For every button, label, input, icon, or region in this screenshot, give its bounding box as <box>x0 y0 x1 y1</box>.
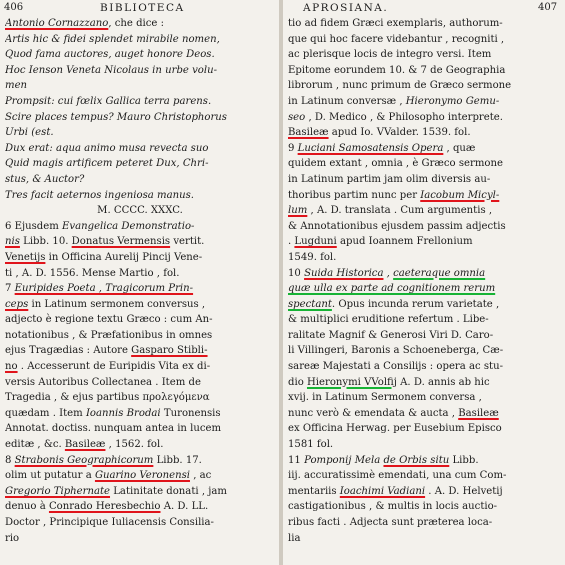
text-run: ribus facti . Adjecta sunt præterea loca- <box>288 517 493 528</box>
text-line <box>288 468 561 484</box>
text-run: Hieronymi VVolfij <box>306 376 397 388</box>
text-run: Antonio Cornazzano <box>5 18 109 29</box>
text-line <box>288 390 561 406</box>
right-page-header <box>283 0 565 16</box>
text-line <box>5 16 275 32</box>
text-run: ti , A. D. 1556. Mense Martio , fol. <box>5 267 180 279</box>
right-page <box>283 0 565 565</box>
text-run: Gregorio Tiphernate <box>5 485 111 497</box>
text-line <box>288 234 561 250</box>
text-line <box>5 297 275 313</box>
text-run: caeteraque omnia <box>393 267 486 279</box>
text-line <box>5 234 275 250</box>
text-run: Latinitate donati , jam <box>110 485 227 497</box>
text-line <box>288 125 561 141</box>
left-page-text <box>5 16 275 546</box>
text-line <box>288 281 561 297</box>
text-run: Pomponij Mela <box>304 454 384 466</box>
text-run: & multiplici eruditione refertum . Libe- <box>288 314 489 326</box>
text-run: Evangelica Demonstratio- <box>62 220 195 232</box>
text-line <box>288 63 561 79</box>
text-run: Tragedia , & ejus partibus προλεγόμενα <box>5 392 210 404</box>
text-run: castigationibus , & multis in locis auctio- <box>288 501 498 513</box>
text-run: Lugduni <box>294 236 337 248</box>
text-line <box>288 266 561 282</box>
text-run: vertit. <box>170 236 205 248</box>
text-line <box>288 47 561 63</box>
text-run: in Officina Aurelij Pincij Vene- <box>45 251 203 263</box>
text-run: in Latinum sermonem conversus , <box>28 298 206 310</box>
text-line <box>288 312 561 328</box>
text-run: 7 <box>5 283 15 295</box>
text-line <box>288 297 561 313</box>
text-run: ceps <box>5 298 29 310</box>
text-line <box>288 499 561 515</box>
text-line <box>5 94 275 110</box>
text-line <box>288 343 561 359</box>
text-run: Ioachimi Vadiani <box>339 485 426 497</box>
text-line <box>5 453 275 469</box>
text-line <box>5 406 275 422</box>
text-run: thoribus partim nunc per <box>288 189 421 201</box>
text-run: apud Ioannem Frellonium <box>336 236 473 248</box>
text-line <box>288 156 561 172</box>
text-line <box>5 437 275 453</box>
text-run: & Annotationibus ejusdem passim adjectis <box>288 220 506 232</box>
text-run: , A. D. translata . Cum argumentis , <box>307 205 493 217</box>
text-line <box>5 390 275 406</box>
text-run: Doctor , Principique Iuliacensis Consilia- <box>5 517 214 528</box>
text-line <box>5 468 275 484</box>
text-line <box>5 78 275 94</box>
text-run: Strabonis Geographicorum <box>14 454 154 466</box>
text-run: 1549. fol. <box>288 251 337 263</box>
text-line <box>5 343 275 359</box>
text-run: in Latinum conversæ , <box>288 95 406 107</box>
text-run: Annotat. doctiss. nunquam antea in lucem <box>5 423 222 435</box>
left-page-header <box>0 0 279 16</box>
text-line <box>5 484 275 500</box>
text-run: Urbi (est. <box>5 127 54 139</box>
text-line <box>288 406 561 422</box>
text-line <box>5 421 275 437</box>
text-run: Iacobum Micyl- <box>420 189 500 201</box>
text-run: . Opus incunda rerum varietate , <box>331 298 500 310</box>
text-line <box>5 32 275 48</box>
text-line <box>288 359 561 375</box>
text-run: , ac <box>189 470 212 482</box>
text-run: spectant <box>288 298 332 310</box>
text-run: xvij. in Latinum Sermonem conversa , <box>288 392 482 404</box>
text-run: Libb. <box>449 454 479 466</box>
text-line <box>5 312 275 328</box>
text-line <box>5 47 275 63</box>
text-run: Venetijs <box>5 251 46 263</box>
text-run: notationibus , & Præfationibus in omnes <box>5 329 213 341</box>
page-number: 407 <box>538 2 558 13</box>
text-line <box>288 531 561 547</box>
text-run: , 1562. fol. <box>105 439 164 451</box>
text-line <box>288 453 561 469</box>
text-line <box>5 531 275 547</box>
text-line <box>288 421 561 437</box>
text-run: . <box>288 236 295 248</box>
text-run: M. CCCC. XXXC. <box>97 205 183 217</box>
text-run: iij. accuratissimè emendati, una cum Com- <box>288 470 507 482</box>
text-run: tio ad fidem Græci exemplaris, authorum- <box>288 18 503 29</box>
text-run: A. D. LL. <box>160 501 209 513</box>
text-run: ejus Tragædias : Autore <box>5 345 132 357</box>
text-run: seo <box>288 111 306 123</box>
text-run: quidem extant , omnia , è Græco sermone <box>288 158 503 170</box>
text-line <box>5 156 275 172</box>
text-run: , <box>383 267 394 279</box>
text-run: stus, & Auctor? <box>5 173 85 185</box>
text-run: nis <box>5 236 20 248</box>
running-title: BIBLIOTECA <box>100 2 185 14</box>
text-line <box>288 141 561 157</box>
text-line <box>5 203 275 219</box>
text-line <box>5 499 275 515</box>
text-run: Ioannis Brodai <box>85 407 161 419</box>
text-run: Quod fama auctores, auget honore Deos. <box>5 49 215 61</box>
text-run: Donatus Vermensis <box>71 236 171 248</box>
text-run: . Accesserunt de Euripidis Vita ex di- <box>17 361 211 373</box>
text-run: librorum , nunc primum de Græco sermone <box>288 80 512 92</box>
text-line <box>288 203 561 219</box>
text-line <box>5 172 275 188</box>
text-run: Luciani Samosatensis Opera <box>297 142 444 154</box>
text-run: olim ut putatur a <box>5 470 95 482</box>
text-run: 1581 fol. <box>288 439 334 451</box>
text-run: Hieronymo Gemu- <box>405 95 500 107</box>
text-run: sareæ Majestati a Consilijs : opera ac stu- <box>288 361 504 373</box>
text-run: Guarino Veronensi <box>94 470 190 482</box>
text-line <box>5 63 275 79</box>
text-run: nunc verò & emendata & aucta , <box>288 407 459 419</box>
page-number: 406 <box>4 2 24 13</box>
text-line <box>5 328 275 344</box>
text-line <box>288 94 561 110</box>
text-run: quæ ulla ex parte ad cognitionem rerum <box>288 283 496 295</box>
text-run: Artis hic & fidei splendet mirabile nomen, <box>5 33 220 45</box>
text-line <box>5 281 275 297</box>
text-run: 11 <box>288 454 305 466</box>
text-run: que qui hoc facere videbantur , recogniti , <box>288 33 505 45</box>
text-line <box>288 32 561 48</box>
text-run: , D. Medico , & Philosopho interprete. <box>305 111 503 123</box>
right-page-text <box>288 16 561 546</box>
text-run: mentariis <box>288 485 340 497</box>
text-run: quædam . Item <box>5 407 86 419</box>
text-line <box>5 110 275 126</box>
text-run: li Villingeri, Baronis a Schoeneberga, Cæ- <box>288 345 504 357</box>
text-run: Gasparo Stibli- <box>131 345 208 357</box>
text-run: 6 Ejusdem <box>5 220 63 232</box>
text-run: 10 <box>288 267 305 279</box>
text-run: Basileæ <box>458 407 499 419</box>
text-line <box>5 219 275 235</box>
text-run: lia <box>288 532 301 544</box>
text-line <box>5 266 275 282</box>
text-run: Turonensis <box>160 407 221 419</box>
text-run: Libb. 17. <box>153 454 202 466</box>
text-run: Quid magis artificem peteret Dux, Chri- <box>5 158 209 170</box>
text-line <box>288 250 561 266</box>
text-run: dio <box>288 376 307 388</box>
text-line <box>5 375 275 391</box>
text-run: no <box>5 361 18 373</box>
text-run: Scire places tempus? Mauro Christophorus <box>5 111 227 123</box>
text-line <box>5 250 275 266</box>
text-line <box>288 515 561 531</box>
text-run: 8 <box>5 454 15 466</box>
text-line <box>5 359 275 375</box>
text-run: ac plerisque locis de integro versi. Item <box>288 49 492 61</box>
text-run: rio <box>5 532 20 544</box>
text-line <box>5 125 275 141</box>
text-run: apud Io. VValder. 1539. fol. <box>328 127 471 139</box>
text-line <box>288 16 561 32</box>
text-line <box>288 375 561 391</box>
text-line <box>288 172 561 188</box>
text-run: adjecto è regione textu Græco : cum An- <box>5 314 213 326</box>
text-run: Euripides Poeta , Tragicorum Prin- <box>14 283 194 295</box>
text-run: ralitate Magnif & Generosi Viri D. Caro- <box>288 329 494 341</box>
text-line <box>5 188 275 204</box>
text-run: Conrado Heresbechio <box>48 501 161 513</box>
text-run: Basileæ <box>64 439 106 451</box>
text-run: Basileæ <box>288 127 329 139</box>
text-run: editæ , &c. <box>5 439 65 451</box>
text-line <box>5 141 275 157</box>
text-line <box>288 328 561 344</box>
text-line <box>288 484 561 500</box>
text-line <box>288 188 561 204</box>
text-run: Libb. 10. <box>19 236 72 248</box>
text-run: versis Autoribus Collectanea . Item de <box>5 376 201 388</box>
text-run: Dux erat: aqua animo musa revecta suo <box>5 142 209 154</box>
text-run: , che dice : <box>108 18 165 29</box>
text-run: Tres facit aeternos ingeniosa manus. <box>5 189 194 201</box>
text-run: 9 <box>288 142 298 154</box>
text-run: Prompsit: cui fœlix Gallica terra parens. <box>5 95 212 107</box>
text-line <box>288 437 561 453</box>
text-run: . A. D. Helvetij <box>425 485 503 497</box>
running-title: APROSIANA. <box>303 2 389 14</box>
text-run: lum <box>288 205 308 217</box>
text-run: denuo à <box>5 501 49 513</box>
text-run: men <box>5 80 28 92</box>
text-run: A. D. annis ab hic <box>396 376 490 388</box>
text-run: in Latinum partim jam olim diversis au- <box>288 173 491 185</box>
text-line <box>288 219 561 235</box>
text-run: de Orbis situ <box>383 454 450 466</box>
text-run: ex Officina Herwag. per Eusebium Episco <box>288 423 502 435</box>
text-run: , quæ <box>443 142 476 154</box>
text-line <box>5 515 275 531</box>
text-run: Suida Historica <box>304 267 384 279</box>
text-line <box>288 110 561 126</box>
left-page <box>0 0 279 565</box>
text-line <box>288 78 561 94</box>
text-run: Hoc Ienson Veneta Nicolaus in urbe volu- <box>5 64 218 76</box>
text-run: Epitome eorundem 10. & 7 de Geographia <box>288 64 506 76</box>
